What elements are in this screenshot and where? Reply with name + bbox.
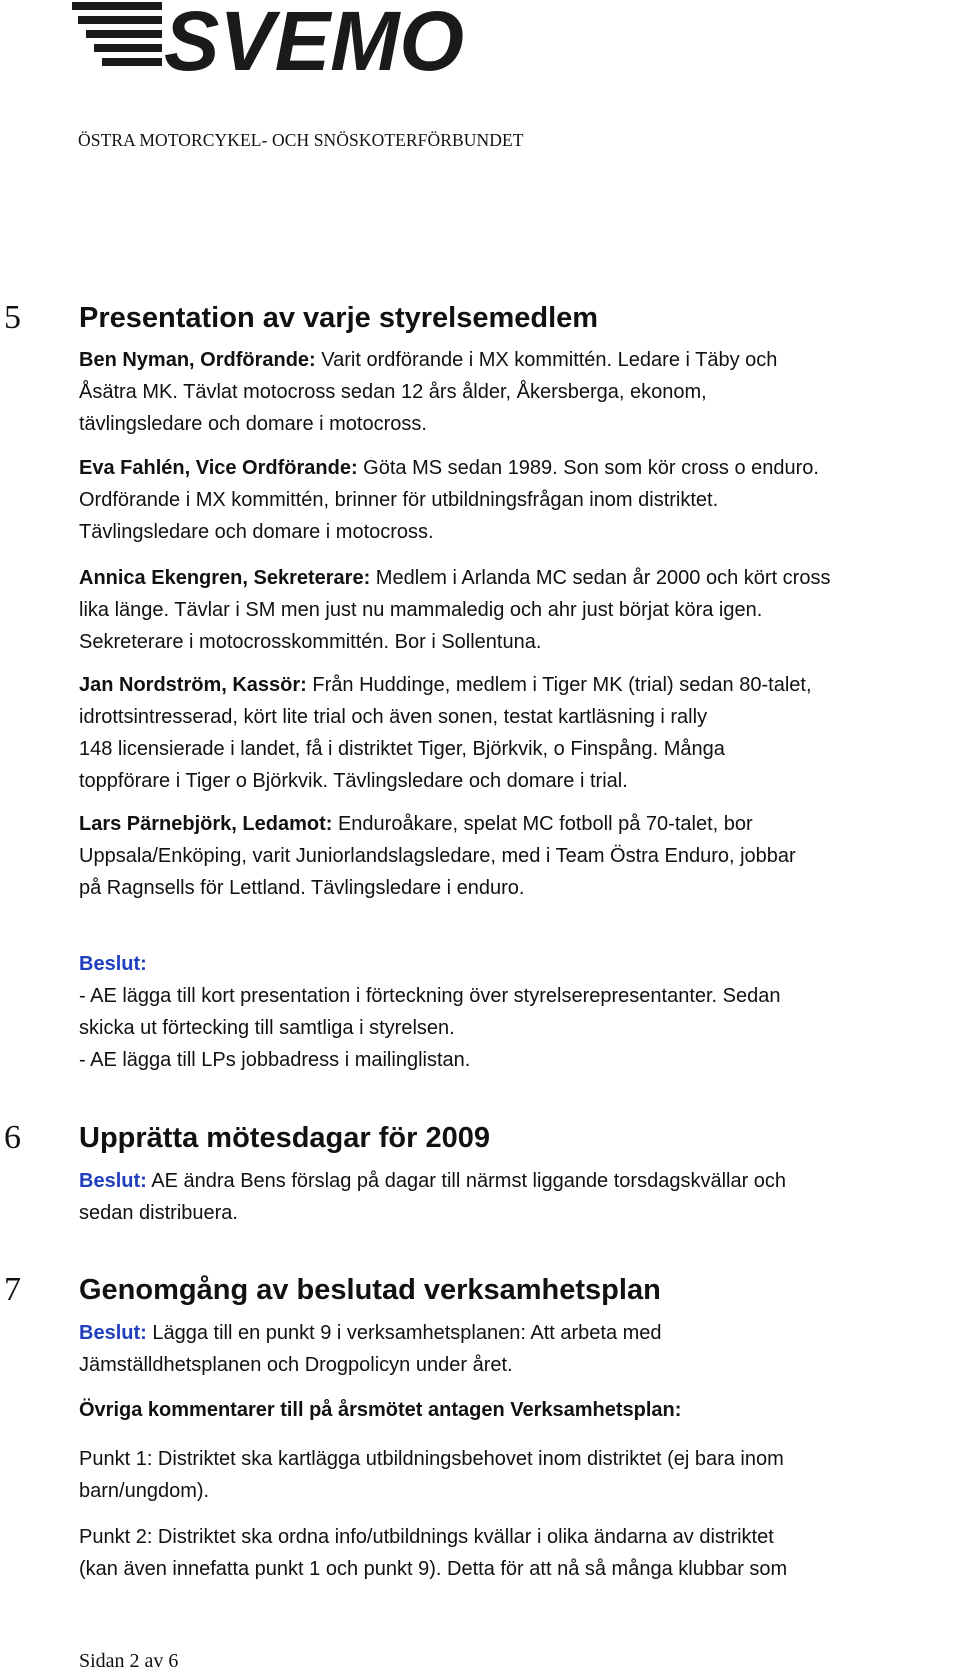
member-name: Lars Pärnebjörk, Ledamot: [79, 813, 333, 835]
member-annica-ekengren [79, 562, 959, 658]
section-7-title: Genomgång av beslutad verksamhetsplan [79, 1274, 661, 1306]
decision-text-5: - AE lägga till kort presentation i förteckning över styrelserepresentanter. Sedan skicka ut förtecking till samtliga i styrelsen. - AE lägga till LPs jobbadress i mailinglistan. [79, 985, 781, 1071]
decision-label-7: Beslut: [79, 1322, 147, 1344]
plan-point-2: Punkt 2: Distriktet ska ordna info/utbildnings kvällar i olika ändarna av distriktet (kan även innefatta punkt 1 och punkt 9). Detta för att nå så många klubbar som [79, 1526, 788, 1580]
decision-label-6: Beslut: [79, 1170, 147, 1192]
section-5-number: 5 [4, 299, 21, 336]
section-6-title: Upprätta mötesdagar för 2009 [79, 1122, 490, 1154]
svg-text:SVEMO: SVEMO [164, 0, 464, 80]
member-jan-nordstrom [79, 669, 959, 797]
member-name: Annica Ekengren, Sekreterare: [79, 567, 371, 589]
member-description: Enduroåkare, spelat MC fotboll på 70-talet, bor Uppsala/Enköping, varit Juniorlandslagsledare, med i Team Östra Enduro, jobbar på Ragnsells för Lettland. Tävlingsledare i enduro. [79, 813, 796, 899]
member-description: Från Huddinge, medlem i Tiger MK (trial) sedan 80-talet, idrottsintresserad, kört lite trial och även sonen, testat kartläsning i rally 148 licensierade i landet, få i distriktet Tiger, Björkvik, o Finspång. Många toppförare i Tiger o Björkvik. Tävlingsledare och domare i trial. [79, 674, 812, 792]
decision-label-5: Beslut: [79, 953, 147, 975]
organization-name: ÖSTRA MOTORCYKEL- OCH SNÖSKOTERFÖRBUNDET [78, 130, 524, 150]
member-description: Medlem i Arlanda MC sedan år 2000 och kört cross lika länge. Tävlar i SM men just nu mammaledig och ahr just börjat köra igen. Sekreterare i motocrosskommittén. Bor i Sollentuna. [79, 567, 831, 653]
svemo-logo [72, 0, 492, 80]
member-description: Varit ordförande i MX kommittén. Ledare i Täby och Åsätra MK. Tävlat motocross sedan 12 års ålder, Åkersberga, ekonom, tävlingsledare och domare i motocross. [79, 349, 778, 435]
member-lars-parnebjork [79, 808, 959, 904]
decision-7 [79, 1317, 959, 1381]
decision-6 [79, 1165, 959, 1229]
member-name: Eva Fahlén, Vice Ordförande: [79, 457, 358, 479]
member-name: Ben Nyman, Ordförande: [79, 349, 316, 371]
plan-point-1: Punkt 1: Distriktet ska kartlägga utbildningsbehovet inom distriktet (ej bara inom barn/ungdom). [79, 1448, 784, 1502]
member-ben-nyman [79, 344, 959, 440]
member-description: Göta MS sedan 1989. Son som kör cross o enduro. Ordförande i MX kommittén, brinner för utbildningsfrågan inom distriktet. Tävlingsledare och domare i motocross. [79, 457, 819, 543]
member-name: Jan Nordström, Kassör: [79, 674, 307, 696]
section-7-number: 7 [4, 1271, 21, 1308]
decision-text-6: AE ändra Bens förslag på dagar till närmst liggande torsdagskvällar och sedan distribuera. [79, 1170, 787, 1224]
member-eva-fahlen [79, 452, 959, 548]
page-number: Sidan 2 av 6 [79, 1650, 179, 1672]
section-6-number: 6 [4, 1119, 21, 1156]
decision-text-7: Lägga till en punkt 9 i verksamhetsplanen: Att arbeta med Jämställdhetsplanen och Drogpolicyn under året. [79, 1322, 662, 1376]
section-5-title: Presentation av varje styrelsemedlem [79, 302, 599, 334]
comments-heading: Övriga kommentarer till på årsmötet antagen Verksamhetsplan: [79, 1399, 682, 1421]
